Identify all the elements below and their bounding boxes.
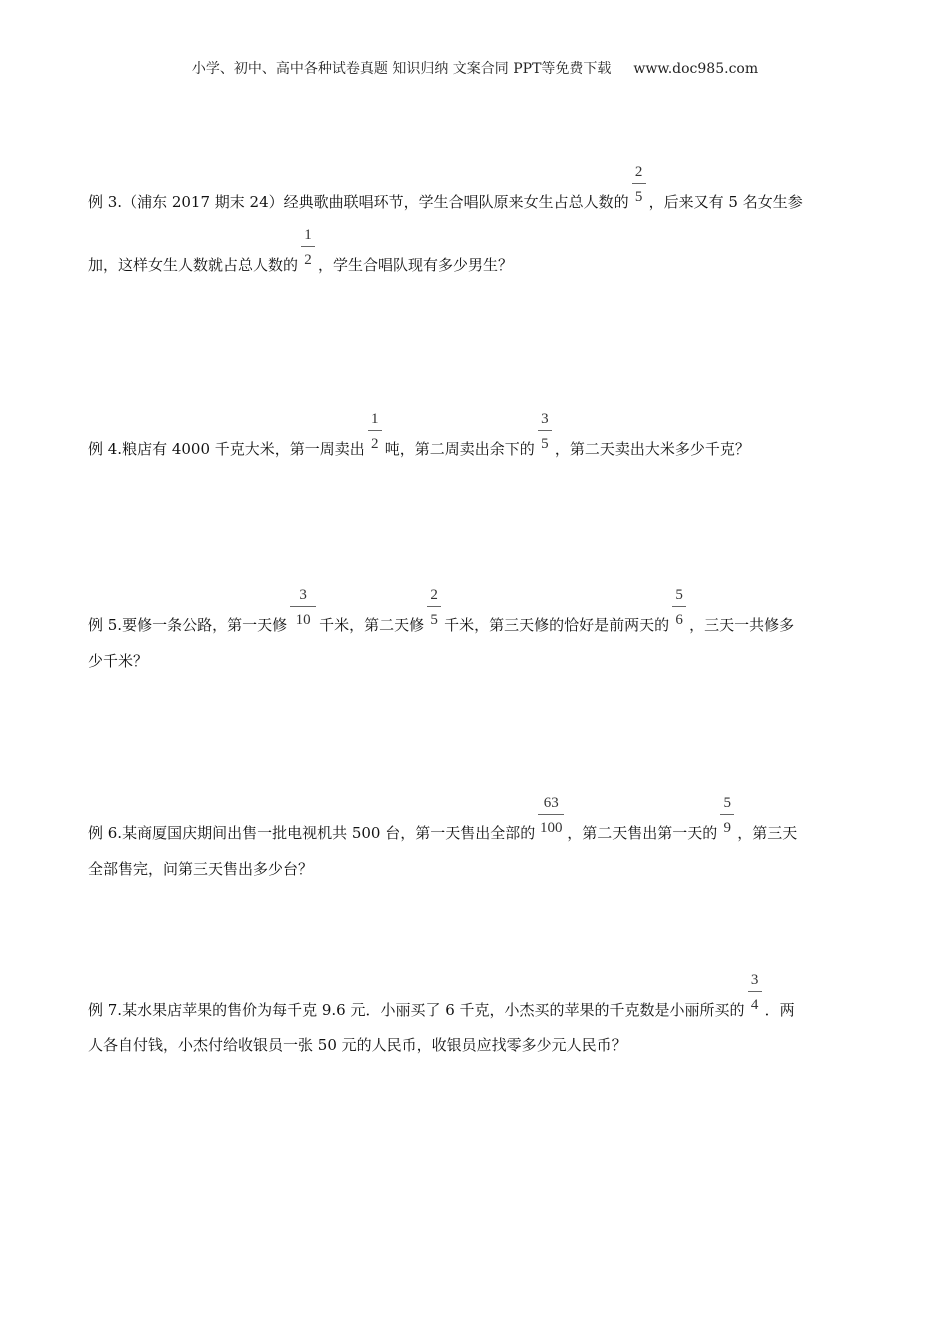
text: 全部售完，问第三天售出多少台？ bbox=[88, 860, 314, 878]
numerator: 2 bbox=[427, 586, 441, 607]
text: 例 5.要修一条公路，第一天修 bbox=[88, 616, 288, 634]
numerator: 3 bbox=[748, 971, 762, 992]
denominator: 5 bbox=[430, 612, 438, 628]
fraction bbox=[632, 164, 646, 207]
fraction bbox=[538, 411, 552, 454]
numerator: 3 bbox=[538, 410, 552, 431]
fraction bbox=[672, 587, 686, 630]
problem-5-line-1 bbox=[88, 587, 868, 636]
denominator: 6 bbox=[675, 612, 683, 628]
denominator: 10 bbox=[295, 612, 311, 628]
text: 例 7.某水果店苹果的售价为每千克 9.6 元．小丽买了 6 千克，小杰买的苹果的千克数是小丽所买的 bbox=[88, 1001, 745, 1019]
text: 少千米？ bbox=[88, 652, 149, 670]
numerator: 5 bbox=[720, 794, 734, 815]
text: 千米，第三天修的恰好是前两天的 bbox=[444, 616, 670, 634]
problem-4-line-1 bbox=[88, 411, 868, 460]
text: 吨，第二周卖出余下的 bbox=[384, 440, 535, 458]
text: ，第三天 bbox=[737, 824, 798, 842]
fraction bbox=[720, 795, 734, 838]
fraction bbox=[368, 411, 382, 454]
text: ，三天一共修多 bbox=[689, 616, 795, 634]
denominator: 5 bbox=[541, 436, 549, 452]
numerator: 2 bbox=[632, 163, 646, 184]
fraction bbox=[538, 795, 564, 838]
text: ，第二天售出第一天的 bbox=[567, 824, 718, 842]
fraction bbox=[427, 587, 441, 630]
numerator: 5 bbox=[672, 586, 686, 607]
problem-5-line-2 bbox=[88, 650, 868, 672]
numerator: 1 bbox=[301, 226, 315, 247]
text: 例 6.某商厦国庆期间出售一批电视机共 500 台，第一天售出全部的 bbox=[88, 824, 536, 842]
page-header bbox=[0, 58, 950, 78]
numerator: 1 bbox=[368, 410, 382, 431]
text: 加，这样女生人数就占总人数的 bbox=[88, 256, 299, 274]
fraction bbox=[301, 227, 315, 270]
text: 人各自付钱，小杰付给收银员一张 50 元的人民币，收银员应找零多少元人民币？ bbox=[88, 1036, 627, 1054]
text: 例 3.（浦东 2017 期末 24）经典歌曲联唱环节，学生合唱队原来女生占总人数的 bbox=[88, 193, 629, 211]
problem-6-line-1 bbox=[88, 795, 868, 844]
header-text: 小学、初中、高中各种试卷真题 知识归纳 文案合同 PPT等免费下载 bbox=[191, 61, 612, 77]
problem-3-line-2 bbox=[88, 227, 868, 276]
problem-3-line-1 bbox=[88, 164, 868, 213]
denominator: 9 bbox=[723, 820, 732, 836]
denominator: 100 bbox=[540, 820, 563, 836]
text: ，学生合唱队现有多少男生？ bbox=[318, 256, 514, 274]
text: 例 4.粮店有 4000 千克大米，第一周卖出 bbox=[88, 440, 365, 458]
denominator: 2 bbox=[304, 252, 312, 268]
text: ，后来又有 5 名女生参 bbox=[648, 193, 803, 211]
fraction bbox=[290, 587, 316, 630]
numerator: 3 bbox=[290, 586, 316, 607]
problem-7-line-2 bbox=[88, 1034, 868, 1056]
text: ．两 bbox=[764, 1001, 795, 1019]
denominator: 4 bbox=[750, 997, 759, 1013]
text: 千米，第二天修 bbox=[319, 616, 425, 634]
fraction bbox=[748, 972, 762, 1015]
header-site: www.doc985.com bbox=[633, 61, 759, 77]
text: ，第二天卖出大米多少千克？ bbox=[554, 440, 750, 458]
numerator: 63 bbox=[538, 794, 564, 815]
denominator: 2 bbox=[371, 436, 379, 452]
denominator: 5 bbox=[634, 189, 643, 205]
problem-7-line-1 bbox=[88, 972, 868, 1021]
problem-6-line-2 bbox=[88, 858, 868, 880]
